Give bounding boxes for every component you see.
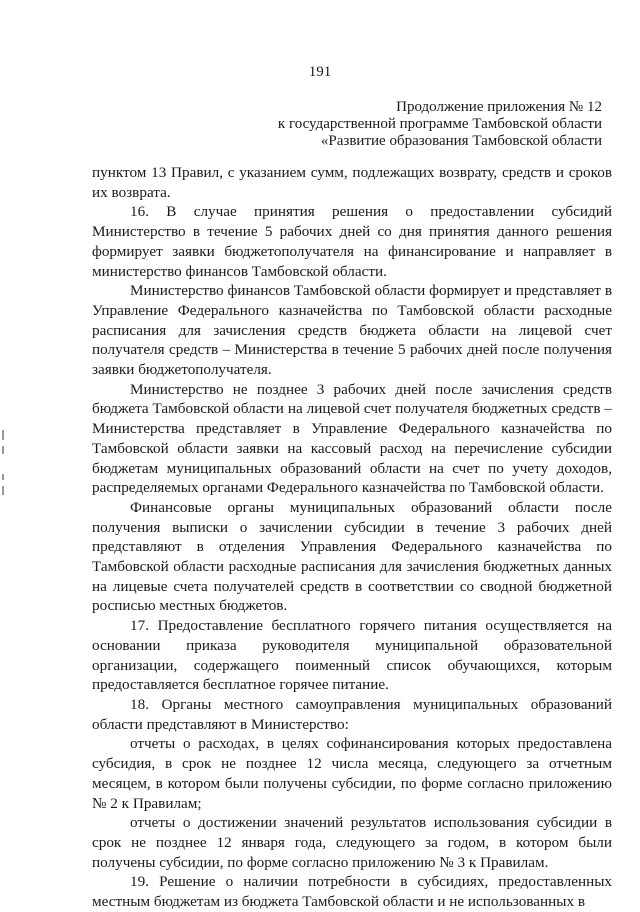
scan-mark xyxy=(2,486,4,495)
paragraph: 18. Органы местного самоуправления муниципальных образований области представляют в Министерство: xyxy=(92,695,612,733)
paragraph: 16. В случае принятия решения о предоставлении субсидий Министерство в течение 5 рабочих дней со дня принятия данного решения формирует заявки бюджетополучателя на финансирование и направляет в министерство финансов Тамбовской области. xyxy=(92,203,612,280)
scan-margin-marks xyxy=(2,430,8,501)
page-number: 191 xyxy=(308,64,332,80)
appendix-header xyxy=(278,99,602,150)
document-body xyxy=(92,163,612,912)
paragraph: Министерство не позднее 3 рабочих дней после зачисления средств бюджета Тамбовской области на лицевой счет получателя бюджетных средств – Министерства представляет в Управление Федерального казначейства по Тамбовской области заявки на кассовый расход на перечисление субсидии бюджетам муниципальных образований области на счет по учету доходов, распределяемых органами Федерального казначейства по Тамбовской области. xyxy=(92,380,612,497)
scan-mark xyxy=(2,446,4,454)
scan-mark xyxy=(2,474,4,480)
paragraph: Финансовые органы муниципальных образований области после получения выписки о зачислении субсидии в течение 3 рабочих дней представляют в отделения Управления Федерального казначейства по Тамбовской области расходные расписания для зачисления бюджетных данных на лицевые счета получателей средств в соответствии со сводной бюджетной росписью местных бюджетов. xyxy=(92,498,612,615)
paragraph: отчеты о расходах, в целях софинансирования которых предоставлена субсидия, в срок не позднее 12 числа месяца, следующего за отчетным месяцем, в котором были получены субсидии, по форме согласно приложению № 2 к Правилам; xyxy=(92,735,612,812)
paragraph: отчеты о достижении значений результатов использования субсидии в срок не позднее 12 января года, следующего за годом, в котором были получены субсидии, по форме согласно приложению № 3 к Правилам. xyxy=(92,814,612,871)
header-line-1: Продолжение приложения № 12 xyxy=(396,99,602,115)
paragraph: пунктом 13 Правил, с указанием сумм, подлежащих возврату, средств и сроков их возврата. xyxy=(92,164,612,201)
paragraph: 17. Предоставление бесплатного горячего питания осуществляется на основании приказа руководителя муниципальной образовательной организации, содержащего поименный список обучающихся, которым предоставляется бесплатное горячее питание. xyxy=(92,617,612,694)
paragraph: Министерство финансов Тамбовской области формирует и представляет в Управление Федерального казначейства по Тамбовской области расходные расписания для зачисления средств бюджета области на лицевой счет получателя средств – Министерства в течение 5 рабочих дней после получения заявки бюджетополучателя. xyxy=(92,282,612,379)
header-line-3: «Развитие образования Тамбовской области xyxy=(320,133,602,149)
scan-mark xyxy=(2,430,4,440)
paragraph: 19. Решение о наличии потребности в субсидиях, предоставленных местным бюджетам из бюджета Тамбовской области и не использованных в xyxy=(92,873,612,911)
header-line-2: к государственной программе Тамбовской области xyxy=(277,116,602,132)
